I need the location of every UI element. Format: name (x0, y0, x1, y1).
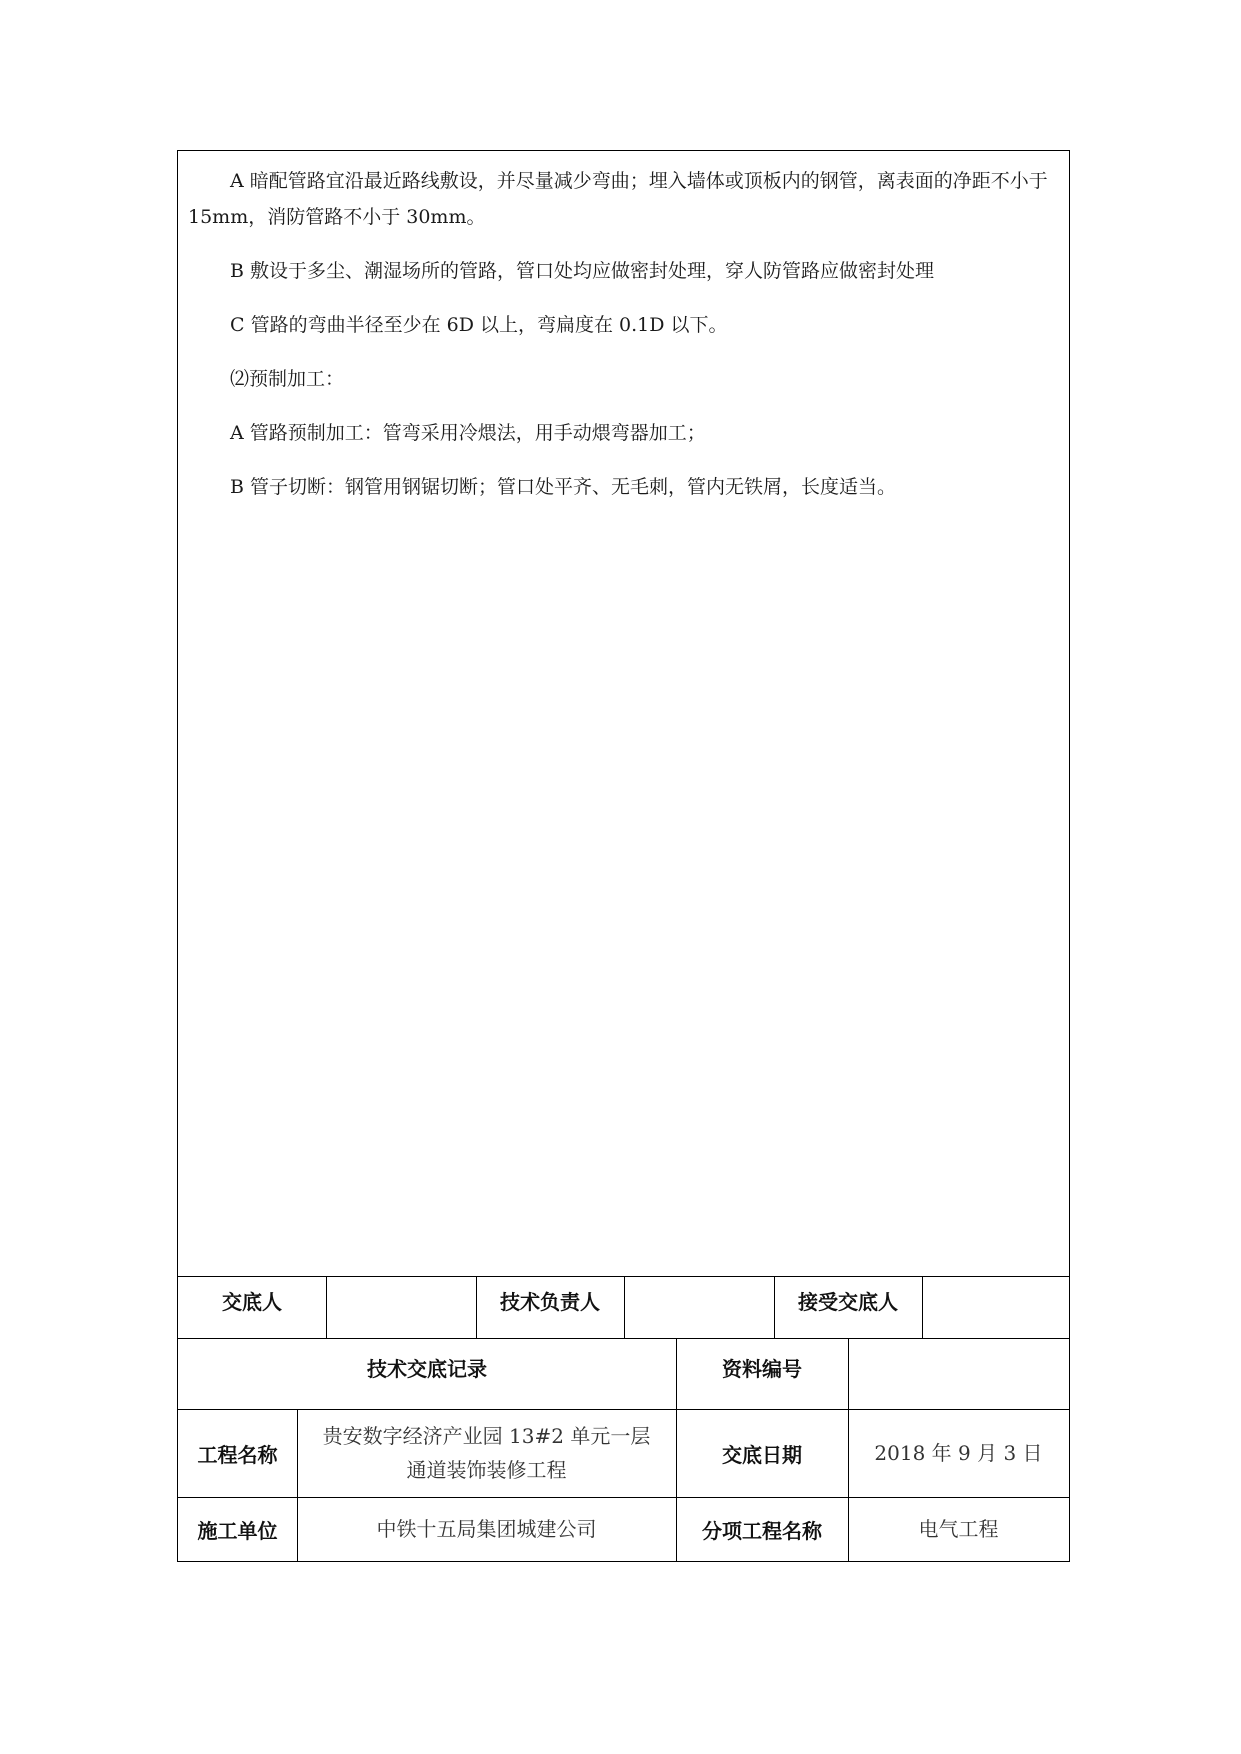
subitem-name-value: 电气工程 (918, 1517, 999, 1541)
project-name-label: 工程名称 (197, 1442, 278, 1467)
receiver-label: 接受交底人 (798, 1289, 898, 1314)
record-title: 技术交底记录 (367, 1356, 487, 1381)
receiver-field[interactable] (922, 1276, 1069, 1338)
content-area (178, 151, 1069, 1276)
paragraph-prefab-bending: A 管路预制加工：管弯采用冷煨法，用手动煨弯器加工； (230, 422, 706, 444)
paragraph-prefab-heading: ⑵预制加工： (230, 368, 345, 390)
paragraph-sealing: B 敷设于多尘、潮湿场所的管路，管口处均应做密封处理，穿人防管路应做密封处理 (230, 260, 935, 282)
project-name-line1: 贵安数字经济产业园 13#2 单元一层 (322, 1424, 651, 1448)
paragraph-bend-radius: C 管路的弯曲半径至少在 6D 以上，弯扁度在 0.1D 以下。 (230, 314, 728, 336)
disclosure-form (177, 150, 1070, 1562)
subitem-name-label: 分项工程名称 (702, 1518, 822, 1543)
tech-lead-field[interactable] (624, 1276, 774, 1338)
paragraph-concealed-conduit: A 暗配管路宜沿最近路线敷设，并尽量减少弯曲；埋入墙体或顶板内的钢管，离表面的净距不小于 15mm，消防管路不小于 30mm。 (188, 170, 1048, 228)
tech-lead-label: 技术负责人 (500, 1289, 600, 1314)
discloser-field[interactable] (326, 1276, 476, 1338)
contractor-value: 中铁十五局集团城建公司 (376, 1517, 597, 1541)
contractor-label: 施工单位 (197, 1518, 278, 1543)
paragraph-pipe-cutting: B 管子切断：钢管用钢锯切断；管口处平齐、无毛刺，管内无铁屑，长度适当。 (230, 476, 897, 498)
project-name-line2: 通道装饰装修工程 (406, 1458, 567, 1482)
discloser-label: 交底人 (222, 1289, 282, 1314)
doc-number-label: 资料编号 (722, 1356, 802, 1381)
disclosure-date-value: 2018 年 9 月 3 日 (874, 1441, 1043, 1465)
disclosure-date-label: 交底日期 (722, 1442, 802, 1467)
doc-number-field[interactable] (848, 1338, 1069, 1409)
project-name-value (297, 1409, 676, 1497)
